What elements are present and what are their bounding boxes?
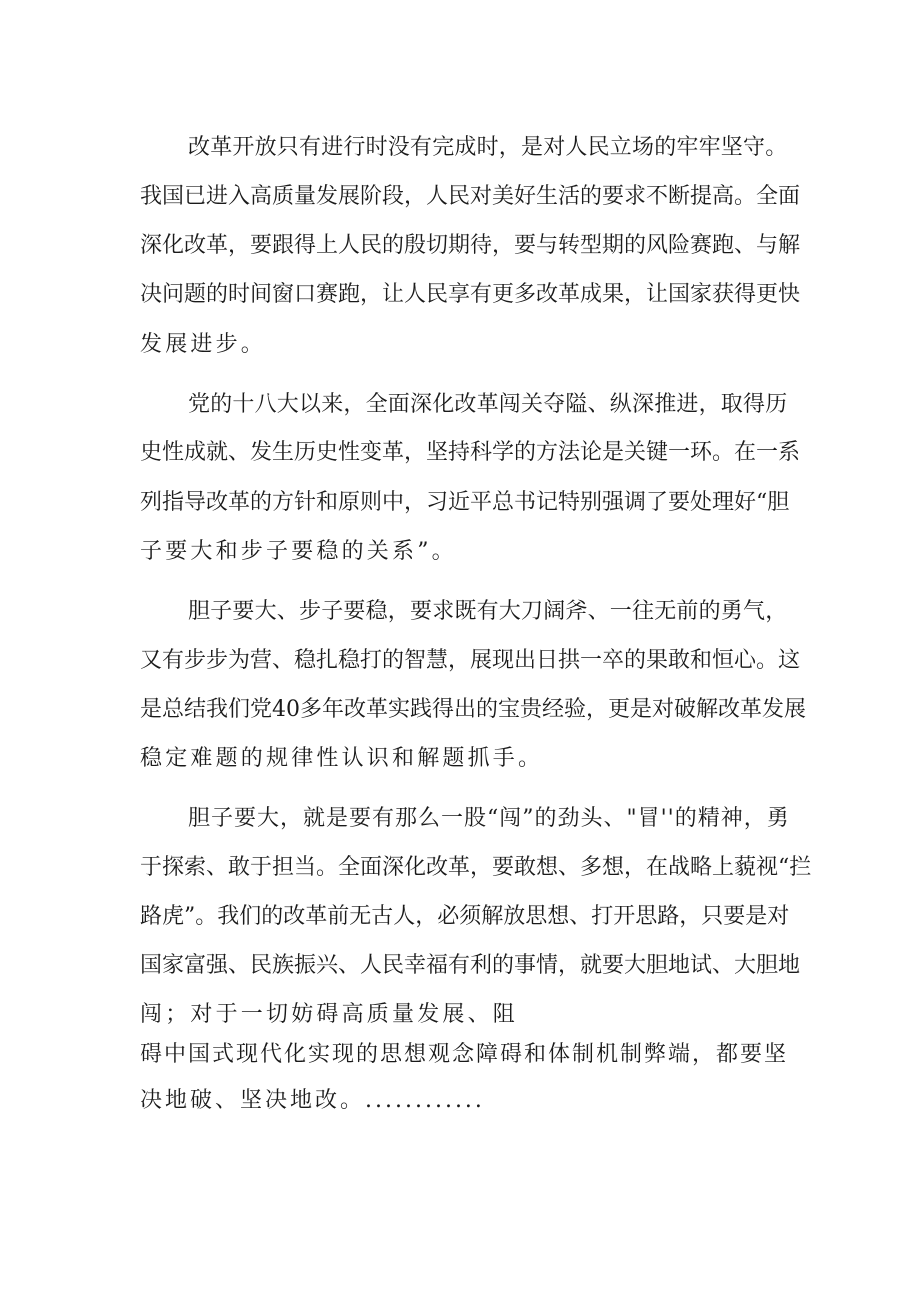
paragraph-4-line-3: 路虎”。我们的改革前无古人，必须解放思想、打开思路，只要是对	[140, 904, 790, 929]
paragraph-3-line-1: 胆子要大、步子要稳，要求既有大刀阔斧、一往无前的勇气，	[188, 599, 788, 624]
paragraph-3-line-4: 稳定难题的规律性认识和解题抓手。	[140, 746, 544, 771]
paragraph-4-line-4: 国家富强、民族振兴、人民幸福有利的事情，就要大胆地试、大胆地	[140, 953, 801, 978]
paragraph-2-line-2: 史性成就、发生历史性变革，坚持科学的方法论是关键一环。在一系	[140, 440, 801, 465]
paragraph-4-line-6: 碍中国式现代化实现的思想观念障碍和体制机制弊端，都要坚	[140, 1042, 789, 1067]
paragraph-3-line-3: 是总结我们党40多年改革实践得出的宝贵经验，更是对破解改革发展	[140, 697, 806, 722]
paragraph-2-line-3: 列指导改革的方针和原则中，习近平总书记特别强调了要处理好“胆	[140, 490, 790, 515]
paragraph-4-line-2: 于探索、敢于担当。全面深化改革，要敢想、多想，在战略上藐视“拦	[140, 855, 812, 880]
paragraph-4-line-7: 决地破、坚决地改。............	[140, 1088, 485, 1113]
paragraph-3-line-2: 又有步步为营、稳扎稳打的智慧，展现出日拱一卒的果敢和恒心。这	[140, 648, 801, 673]
paragraph-4-line-5: 闯；对于一切妨碍高质量发展、阻	[140, 1002, 519, 1027]
paragraph-2-line-4: 子要大和步子要稳的关系”。	[140, 539, 457, 564]
paragraph-1-line-1: 改革开放只有进行时没有完成时，是对人民立场的牢牢坚守。	[188, 135, 788, 160]
paragraph-1-line-2: 我国已进入高质量发展阶段，人民对美好生活的要求不断提高。全面	[140, 184, 801, 209]
paragraph-1-line-4: 决问题的时间窗口赛跑，让人民享有更多改革成果，让国家获得更快	[140, 282, 801, 307]
paragraph-4-line-1: 胆子要大，就是要有那么一股“闯”的劲头、"冒''的精神，勇	[188, 806, 790, 831]
paragraph-1-line-3: 深化改革，要跟得上人民的殷切期待，要与转型期的风险赛跑、与解	[140, 233, 801, 258]
paragraph-1-line-5: 发展进步。	[140, 332, 267, 357]
paragraph-2-line-1: 党的十八大以来，全面深化改革闯关夺隘、纵深推进，取得历	[188, 392, 788, 417]
